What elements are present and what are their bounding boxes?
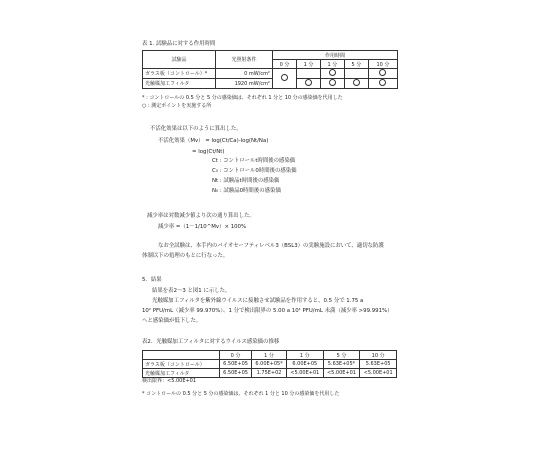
table1-row-illuminance: 0 mW/cm²	[216, 69, 273, 79]
table-row	[143, 369, 397, 378]
facility-text: なお全試験は、本手内のバイオセーフティレベル3（BSL3）の実験施設において、適切な防護	[158, 243, 384, 249]
table2-time-header: 10 分	[360, 351, 397, 360]
table2-cell: <5.00E+01	[286, 369, 323, 378]
table2-cell: 1.75E+02	[252, 369, 287, 378]
reduction-intro: 減少率は対数減少値より次の通り算出した。	[147, 213, 255, 219]
table2-cell: <5.00E+01	[323, 369, 360, 378]
table2-cell: 5.63E+05*	[323, 360, 360, 369]
table1-mark-cell	[296, 69, 320, 79]
table1-row-illuminance: 1920 mW/cm²	[216, 79, 273, 89]
table-row	[143, 79, 398, 89]
table2-time-header: 1 分	[286, 351, 323, 360]
table2-cell: <5.00E+01	[360, 369, 397, 378]
method-formula-2: = log(Ct/Nt)	[192, 149, 225, 155]
table1-mark-cell	[296, 79, 320, 89]
table1-mark-cell	[368, 69, 397, 79]
table1-mark-cell	[344, 69, 368, 79]
results-heading: 5．結果	[142, 277, 162, 283]
circle-mark-icon	[379, 79, 386, 86]
table2	[142, 350, 397, 378]
results-paragraph: 光触媒加工フィルタを紫外線ウイルスに接触させ試験品を作用すると、0.5 分で 1.75 a	[152, 298, 364, 304]
table1-header-illuminance: 光照射条件	[216, 51, 273, 69]
circle-mark-icon	[281, 74, 288, 81]
circle-mark-icon	[353, 79, 360, 86]
table1-note-1: * : コントロールの 0.5 分と 5 分の感染価は、それぞれ 1 分と 10 分の感染価を代用した	[142, 95, 343, 101]
table1-mark-cell	[273, 69, 297, 89]
table1-row-name: 光触媒加工フィルタ	[143, 79, 216, 89]
table1	[142, 50, 398, 89]
results-paragraph: 10² PFU/mL（減少率 99.970%）、1 分で検出限界の 5.00 a 10¹ PFU/mL 未満（減少率 >99.991%）	[142, 308, 393, 314]
method-intro: 不活化効果は以下のように算出した。	[150, 126, 242, 132]
results-paragraph: へと感染価が低下した。	[142, 318, 202, 324]
table1-mark-cell	[320, 69, 344, 79]
circle-mark-icon	[305, 79, 312, 86]
table2-time-header: 0 分	[220, 351, 252, 360]
table2-caption: 表2．光触媒加工フィルタに対するウイルス感染価の推移	[142, 339, 280, 345]
method-formula-1: 不活化効果（Mv） = log(Ct/Ca)-log(Nt/Na)	[158, 138, 269, 144]
facility-text-2: 体制以下の処理のもとに行なった。	[142, 253, 229, 259]
table-row	[143, 69, 398, 79]
table2-note: * コントロールの 0.5 分と 5 分の感染価は、それぞれ 1 分と 10 分の感染価を代用した	[142, 391, 340, 397]
table2-cell: 6.50E+05	[220, 369, 252, 378]
table2-corner	[143, 351, 220, 360]
table1-header-item: 試験品	[143, 51, 216, 69]
table2-row-name: ガラス板（コントロール）	[143, 360, 220, 369]
method-definition: C₀ : コントロール0時間後の感染価	[212, 168, 297, 174]
method-definition: N₀ : 試験品0時間後の感染価	[212, 188, 281, 194]
circle-mark-icon	[379, 69, 386, 76]
circle-mark-icon	[329, 69, 336, 76]
table1-caption: 表 1. 試験品に対する作用時間	[142, 41, 216, 47]
table1-mark-cell	[320, 79, 344, 89]
table2-detection-limit: 検出限界：<5.00E+01	[142, 378, 197, 384]
table1-mark-cell	[344, 79, 368, 89]
table2-row-name: 光触媒加工フィルタ	[143, 369, 220, 378]
table1-time-header: 1 分	[296, 60, 320, 69]
reduction-formula: 減少率 =（1－1/10^Mv）× 100%	[158, 224, 247, 230]
table2-cell: 5.63E+05	[360, 360, 397, 369]
table2-cell: 6.50E+05	[220, 360, 252, 369]
table1-time-header: 5 分	[344, 60, 368, 69]
table1-row-name: ガラス板（コントロール）*	[143, 69, 216, 79]
table1-mark-cell	[368, 79, 397, 89]
method-definition: Ct : コントロールt時間後の感染価	[212, 158, 296, 164]
circle-mark-icon	[329, 79, 336, 86]
table2-time-header: 5 分	[323, 351, 360, 360]
table1-time-header: 1 分	[320, 60, 344, 69]
table1-time-header: 0 分	[273, 60, 297, 69]
table-row	[143, 360, 397, 369]
table2-cell: 6.00E+05*	[252, 360, 287, 369]
table2-cell: 6.00E+05	[286, 360, 323, 369]
table2-time-header: 1 分	[252, 351, 287, 360]
table1-note-2: ○ : 測定ポイントを実施する所	[142, 103, 212, 109]
table1-time-header: 10 分	[368, 60, 397, 69]
method-definition: Nt : 試験品t時間後の感染価	[212, 178, 280, 184]
table1-header-group: 作用時間	[273, 51, 398, 60]
results-paragraph: 結果を表2～3 と図1 に示した。	[152, 288, 231, 294]
